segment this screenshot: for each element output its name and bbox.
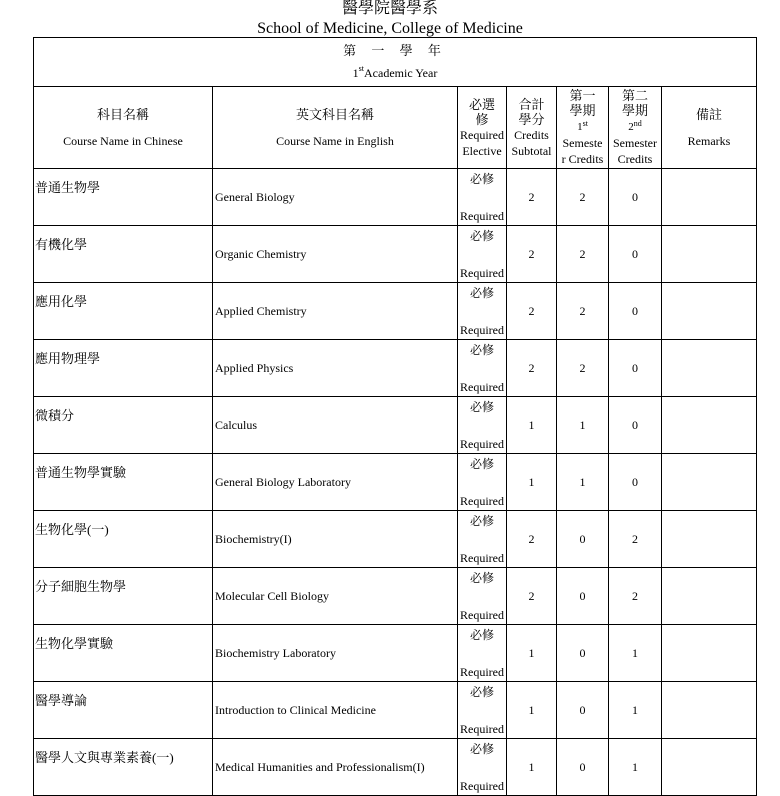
course-name-chinese: 醫學導論	[34, 682, 213, 739]
academic-year-english: 1stAcademic Year	[352, 64, 438, 80]
table-row	[34, 340, 757, 397]
required-label-english: Required	[460, 551, 504, 565]
table-row	[34, 169, 757, 226]
required-label-english: Required	[460, 437, 504, 451]
page-title-chinese: 醫學院醫學系	[341, 0, 438, 17]
required-label-english: Required	[460, 608, 504, 622]
credits-subtotal: 2	[507, 226, 557, 283]
credits-subtotal: 1	[507, 454, 557, 511]
required-label-chinese: 必修	[469, 571, 494, 585]
credits-subtotal: 1	[507, 625, 557, 682]
second-semester-credits: 1	[609, 739, 662, 796]
table-row	[34, 226, 757, 283]
remarks-cell	[662, 226, 757, 283]
header-required-elective: 必選 修 Required Elective	[458, 87, 507, 169]
table-row	[34, 397, 757, 454]
table-row	[34, 511, 757, 568]
second-semester-credits: 2	[609, 568, 662, 625]
required-label-english: Required	[460, 665, 504, 679]
remarks-cell	[662, 454, 757, 511]
course-name-chinese: 生物化學(一)	[34, 511, 213, 568]
credits-subtotal: 2	[507, 340, 557, 397]
academic-year-header	[34, 38, 757, 87]
required-elective-cell	[458, 454, 507, 511]
column-header-row	[34, 87, 757, 169]
first-semester-credits: 0	[557, 625, 609, 682]
required-elective-cell	[458, 625, 507, 682]
credits-subtotal: 2	[507, 511, 557, 568]
credits-subtotal: 1	[507, 397, 557, 454]
first-semester-credits: 0	[557, 511, 609, 568]
remarks-cell	[662, 682, 757, 739]
course-name-english: General Biology	[213, 169, 458, 226]
header-first-semester-credits: 第一 學期 1st Semeste r Credits	[557, 87, 609, 169]
curriculum-table	[33, 37, 757, 796]
course-name-chinese: 微積分	[34, 397, 213, 454]
first-semester-credits: 2	[557, 283, 609, 340]
remarks-cell	[662, 169, 757, 226]
required-label-chinese: 必修	[469, 742, 494, 756]
required-label-english: Required	[460, 380, 504, 394]
required-label-chinese: 必修	[469, 343, 494, 357]
first-semester-credits: 0	[557, 739, 609, 796]
required-label-chinese: 必修	[469, 286, 494, 300]
course-name-chinese: 醫學人文與專業素養(一)	[34, 739, 213, 796]
header-remarks: 備註 Remarks	[662, 87, 757, 169]
course-name-english: Introduction to Clinical Medicine	[213, 682, 458, 739]
second-semester-credits: 2	[609, 511, 662, 568]
header-course-name-chinese: 科目名稱 Course Name in Chinese	[34, 87, 213, 169]
first-semester-credits: 0	[557, 568, 609, 625]
table-row	[34, 454, 757, 511]
first-semester-credits: 1	[557, 454, 609, 511]
first-semester-credits: 1	[557, 397, 609, 454]
first-semester-credits: 2	[557, 226, 609, 283]
course-name-chinese: 普通生物學	[34, 169, 213, 226]
course-name-chinese: 普通生物學實驗	[34, 454, 213, 511]
required-elective-cell	[458, 682, 507, 739]
table-row	[34, 625, 757, 682]
required-label-english: Required	[460, 722, 504, 736]
course-name-english: Organic Chemistry	[213, 226, 458, 283]
course-name-chinese: 分子細胞生物學	[34, 568, 213, 625]
course-name-english: Applied Chemistry	[213, 283, 458, 340]
credits-subtotal: 2	[507, 283, 557, 340]
second-semester-credits: 0	[609, 226, 662, 283]
credits-subtotal: 1	[507, 739, 557, 796]
required-elective-cell	[458, 397, 507, 454]
first-semester-credits: 2	[557, 340, 609, 397]
course-name-english: General Biology Laboratory	[213, 454, 458, 511]
required-label-english: Required	[460, 494, 504, 508]
credits-subtotal: 2	[507, 169, 557, 226]
required-label-english: Required	[460, 266, 504, 280]
credits-subtotal: 2	[507, 568, 557, 625]
second-semester-credits: 1	[609, 625, 662, 682]
second-semester-credits: 0	[609, 454, 662, 511]
second-semester-credits: 0	[609, 340, 662, 397]
second-semester-credits: 0	[609, 169, 662, 226]
course-name-english: Molecular Cell Biology	[213, 568, 458, 625]
remarks-cell	[662, 340, 757, 397]
required-label-english: Required	[460, 779, 504, 793]
required-label-chinese: 必修	[469, 514, 494, 528]
required-elective-cell	[458, 739, 507, 796]
remarks-cell	[662, 739, 757, 796]
required-label-chinese: 必修	[469, 628, 494, 642]
academic-year-chinese: 第 一 學 年	[343, 43, 447, 58]
required-label-english: Required	[460, 209, 504, 223]
required-elective-cell	[458, 226, 507, 283]
table-row	[34, 739, 757, 796]
course-name-chinese: 生物化學實驗	[34, 625, 213, 682]
required-elective-cell	[458, 283, 507, 340]
course-name-chinese: 有機化學	[34, 226, 213, 283]
course-name-english: Biochemistry Laboratory	[213, 625, 458, 682]
required-elective-cell	[458, 169, 507, 226]
table-row	[34, 682, 757, 739]
header-credits-subtotal: 合計 學分 Credits Subtotal	[507, 87, 557, 169]
header-second-semester-credits: 第二 學期 2nd Semester Credits	[609, 87, 662, 169]
course-name-english: Biochemistry(I)	[213, 511, 458, 568]
required-label-chinese: 必修	[469, 172, 494, 186]
course-name-chinese: 應用化學	[34, 283, 213, 340]
first-semester-credits: 2	[557, 169, 609, 226]
required-label-chinese: 必修	[469, 229, 494, 243]
course-name-chinese: 應用物理學	[34, 340, 213, 397]
header-course-name-english: 英文科目名稱 Course Name in English	[213, 87, 458, 169]
course-name-english: Medical Humanities and Professionalism(I)	[213, 739, 458, 796]
remarks-cell	[662, 397, 757, 454]
required-label-chinese: 必修	[469, 685, 494, 699]
second-semester-credits: 1	[609, 682, 662, 739]
required-label-chinese: 必修	[469, 457, 494, 471]
required-elective-cell	[458, 340, 507, 397]
required-label-english: Required	[460, 323, 504, 337]
table-row	[34, 568, 757, 625]
remarks-cell	[662, 568, 757, 625]
credits-subtotal: 1	[507, 682, 557, 739]
table-row	[34, 283, 757, 340]
course-name-english: Applied Physics	[213, 340, 458, 397]
second-semester-credits: 0	[609, 283, 662, 340]
first-semester-credits: 0	[557, 682, 609, 739]
required-label-chinese: 必修	[469, 400, 494, 414]
remarks-cell	[662, 283, 757, 340]
page-title-english: School of Medicine, College of Medicine	[257, 20, 523, 37]
remarks-cell	[662, 511, 757, 568]
remarks-cell	[662, 625, 757, 682]
required-elective-cell	[458, 511, 507, 568]
course-name-english: Calculus	[213, 397, 458, 454]
second-semester-credits: 0	[609, 397, 662, 454]
required-elective-cell	[458, 568, 507, 625]
